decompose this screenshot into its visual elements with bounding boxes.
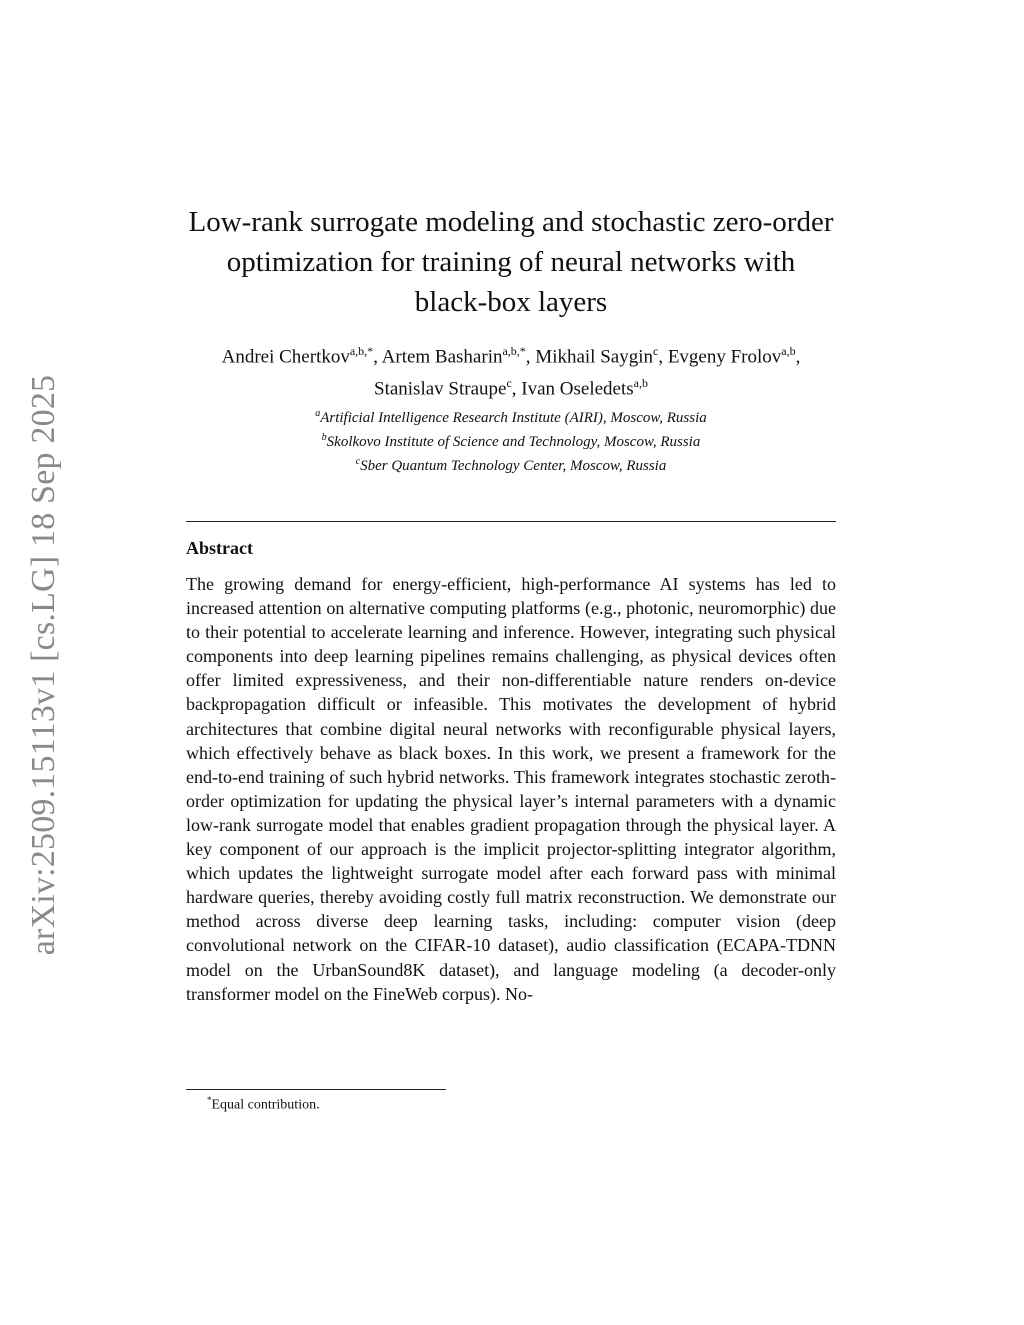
abstract-heading: Abstract bbox=[186, 538, 253, 558]
title-line: optimization for training of neural networks with bbox=[226, 246, 796, 278]
title-line: black-box layers bbox=[414, 286, 608, 318]
footnote-rule bbox=[186, 1089, 446, 1090]
author-affil-mark: a,b,* bbox=[349, 344, 374, 358]
affiliation-mark: a bbox=[315, 408, 321, 419]
author-list: Andrei Chertkov$^{a,b,*}$, Artem Basharin$^{a,b,*}$, Mikhail Saygin$^c$, Evgeny Frolov$^{a,b}$, Stanislav Straupe$^c$, Ivan Oseledets$^{a,b}$ bbox=[221, 344, 801, 400]
footnote-mark: * bbox=[207, 1095, 212, 1105]
affiliation-text: Sber Quantum Technology Center, Moscow, Russia bbox=[360, 458, 667, 474]
arxiv-identifier: arXiv:2509.15113v1 [cs.LG] 18 Sep 2025 bbox=[25, 374, 62, 956]
affiliation-text: Skolkovo Institute of Science and Technology, Moscow, Russia bbox=[326, 434, 701, 450]
paper-title bbox=[186, 202, 836, 322]
abstract-text: The growing demand for energy-efficient, high-performance AI systems has led to increased attention on alternative computing platforms (e.g., photonic, neuromorphic) due to their potential to accelerate learning and inference. However, integrating such physical components into deep learning pipelines remains challenging, as physical devices often offer limited expressiveness, and their non-differentiable nature renders on-device backpropagation difficult or infeasible. This motivates the development of hybrid architectures that combine digital neural networks with reconfigurable physical layers, which effectively behave as black boxes. In this work, we present a framework for the end-to-end training of such hybrid networks. This framework integrates stochastic zeroth-order optimization for updating the physical layer’s internal parameters with a dynamic low-rank surrogate model that enables gradient propagation through the physical layer. A key component of our approach is the implicit projector-splitting integrator algorithm, which updates the lightweight surrogate model after each forward pass with minimal hardware queries, thereby avoiding costly full matrix reconstruction. We demonstrate our method across diverse deep learning tasks, including: computer vision (deep convolutional network on the CIFAR-10 dataset), audio classification (ECAPA-TDNN model on the UrbanSound8K dataset), and language modeling (a decoder-only transformer model on the FineWeb corpus). No- bbox=[186, 574, 836, 1004]
author-name: Mikhail Saygin bbox=[535, 346, 653, 368]
affiliation bbox=[186, 428, 836, 452]
author-name: Andrei Chertkov bbox=[221, 346, 350, 368]
title-line: Low-rank surrogate modeling and stochastic zero-order bbox=[188, 206, 834, 238]
author-name: Ivan Oseledets bbox=[521, 378, 634, 400]
affiliation-list bbox=[186, 404, 836, 476]
author-affil-mark: a,b,* bbox=[502, 344, 526, 358]
author-affil-mark: c bbox=[653, 344, 659, 358]
affiliation-mark: c bbox=[355, 456, 361, 467]
affiliation bbox=[186, 404, 836, 428]
author-affil-mark: c bbox=[506, 376, 512, 391]
author-name: Evgeny Frolov bbox=[667, 346, 782, 368]
affiliation-mark: b bbox=[321, 432, 327, 443]
footnote-text: Equal contribution. bbox=[211, 1097, 320, 1113]
footnote bbox=[207, 1095, 320, 1114]
author-affil-mark: a,b bbox=[781, 344, 796, 358]
abstract-top-rule bbox=[186, 521, 836, 522]
author-name: Artem Basharin bbox=[381, 346, 503, 368]
author-name: Stanislav Straupe bbox=[374, 378, 507, 400]
author-affil-mark: a,b bbox=[633, 376, 648, 391]
affiliation bbox=[186, 452, 836, 476]
affiliation-text: Artificial Intelligence Research Institute (AIRI), Moscow, Russia bbox=[320, 410, 707, 426]
